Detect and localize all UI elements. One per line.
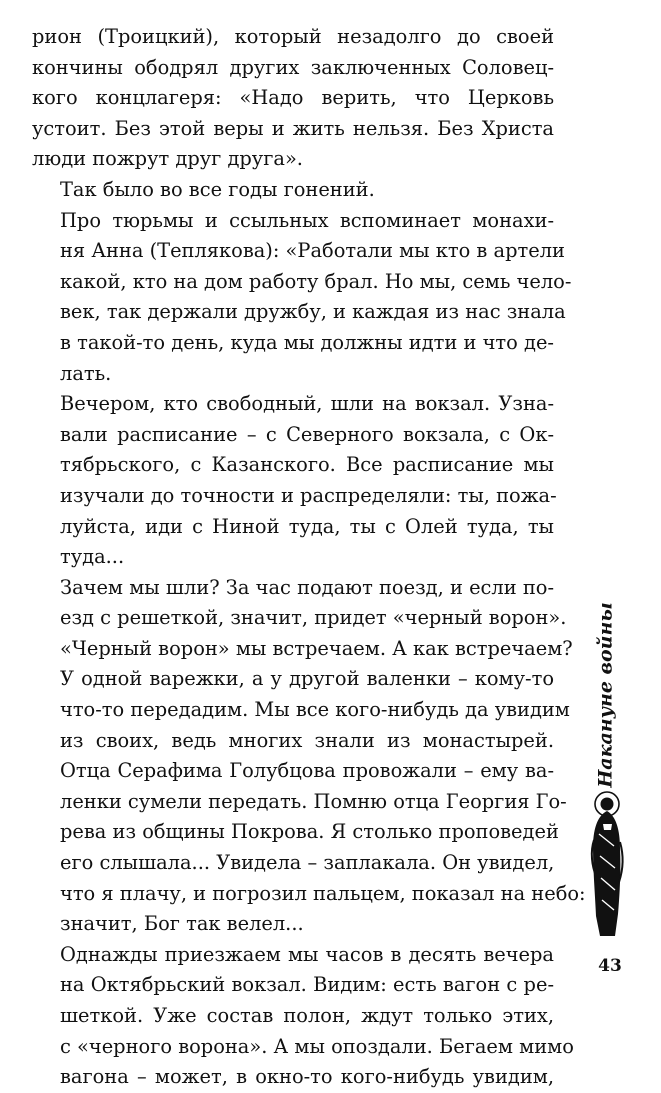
paragraph [32, 175, 554, 206]
text-line: луйста, иди с Ниной туда, ты с Олей туда, ты [60, 514, 554, 538]
text-line: кого концлагеря: «Надо верить, что Церковь [32, 86, 554, 110]
text-line: кончины ободрял других заключенных Соловец- [32, 55, 554, 79]
text-line: Так было во все годы гонений. [60, 177, 375, 201]
paragraph [32, 389, 557, 573]
text-line: в такой-то день, куда мы должны идти и что де- [60, 330, 554, 354]
text-line: ленки сумели передать. Помню отца Георгия Го- [60, 789, 567, 813]
text-line: изучали до точности и распределяли: ты, пожа- [60, 483, 557, 507]
page-body [32, 22, 586, 1093]
saint-figure-icon [584, 790, 630, 940]
running-head [586, 600, 626, 790]
text-line: Вечером, кто свободный, шли на вокзал. Узна- [60, 392, 554, 416]
text-line: езд с решеткой, значит, придет «черный ворон». [60, 606, 567, 630]
text-line: век, так держали дружбу, и каждая из нас знала [60, 300, 566, 324]
paragraph [32, 940, 574, 1093]
paragraph [32, 573, 573, 665]
running-head-text: Накануне войны [595, 602, 618, 788]
text-line: «Черный ворон» мы встречаем. А как встречаем? [60, 636, 573, 660]
text-line: его слышала... Увидела – заплакала. Он увидел, [60, 851, 555, 875]
text-line: рева из общины Покрова. Я столько проповедей [60, 820, 559, 844]
text-line: значит, Бог так велел... [60, 912, 304, 936]
text-line: какой, кто на дом работу брал. Но мы, семь чело- [60, 269, 572, 293]
text-line: ня Анна (Теплякова): «Работали мы кто в артели [60, 239, 565, 263]
text-line: Однажды приезжаем мы часов в десять вечера [60, 942, 554, 966]
text-line: У одной варежки, а у другой валенки – кому-то [60, 667, 554, 691]
text-line: тябрьского, с Казанского. Все расписание мы [60, 453, 554, 477]
text-line: вали расписание – с Северного вокзала, с Ок- [60, 422, 554, 446]
text-line: лать. [60, 361, 112, 385]
text-line: на Октябрьский вокзал. Видим: есть вагон с ре- [60, 973, 554, 997]
text-line: Зачем мы шли? За час подают поезд, и если по- [60, 575, 554, 599]
text-line: из своих, ведь многих знали из монастырей. [60, 728, 554, 752]
text-line: вагона – может, в окно-то кого-нибудь увидим, [60, 1065, 554, 1089]
page-number: 43 [598, 956, 622, 976]
text-line: с «черного ворона». А мы опоздали. Бегаем мимо [60, 1034, 574, 1058]
text-line: что я плачу, и погрозил пальцем, показал на небо: [60, 881, 586, 905]
text-line: Про тюрьмы и ссыльных вспоминает монахи- [60, 208, 554, 232]
text-line: что-то передадим. Мы все кого-нибудь да увидим [60, 698, 570, 722]
text-line: шеткой. Уже состав полон, ждут только этих, [60, 1004, 554, 1027]
text-line: люди пожрут друг друга». [32, 147, 303, 171]
text-line: устоит. Без этой веры и жить нельзя. Без Христа [32, 116, 554, 140]
paragraph [32, 206, 572, 390]
text-line: рион (Троицкий), который незадолго до своей [32, 25, 554, 48]
paragraph [32, 664, 586, 939]
text-line: Отца Серафима Голубцова провожали – ему ва- [60, 759, 554, 783]
paragraph [32, 22, 554, 175]
text-line: туда... [60, 545, 125, 569]
